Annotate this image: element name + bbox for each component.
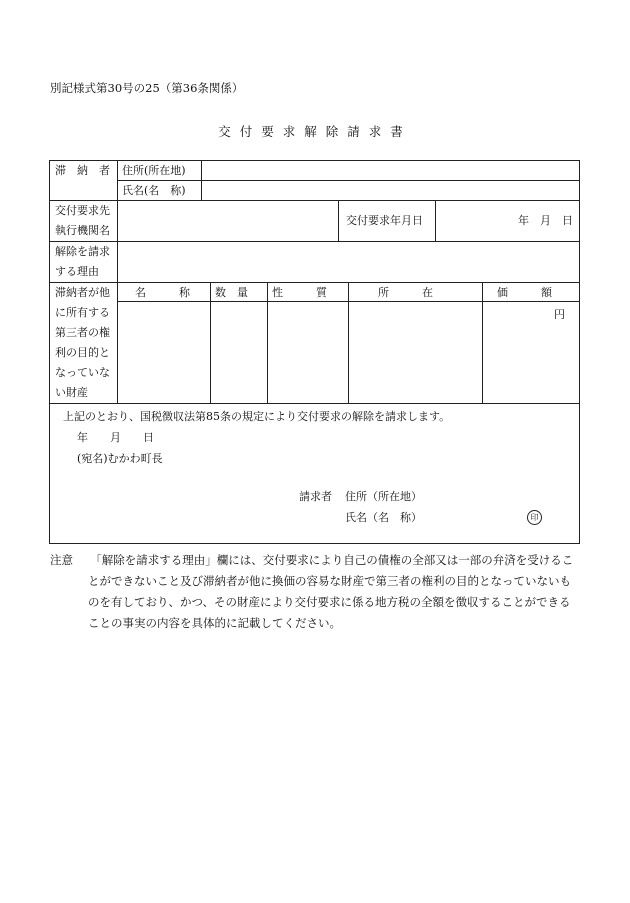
rule-h-declaration <box>49 403 580 404</box>
property-label-line: 第三者の権 <box>55 326 110 339</box>
col-header-location: 所 在 <box>378 286 433 299</box>
declaration-addressee: (宛名)むかわ町長 <box>77 452 163 465</box>
note <box>50 550 580 634</box>
agency-field[interactable] <box>122 213 334 227</box>
rule-h-property <box>49 282 580 283</box>
property-label-line: に所有する <box>55 306 110 319</box>
rule-v-taxpayer <box>201 160 202 200</box>
rule-v-col4 <box>482 282 483 403</box>
col-header-quantity: 数 量 <box>215 286 248 299</box>
rule-v-col3 <box>348 282 349 403</box>
col-header-name: 名 称 <box>135 286 190 299</box>
taxpayer-label: 滞 納 者 <box>55 164 110 177</box>
form-title: 交付要求解除請求書 <box>218 124 412 139</box>
property-label-line: 利の目的と <box>55 346 110 359</box>
rule-v-label <box>117 160 118 403</box>
col-header-price: 価 額 <box>497 286 552 299</box>
agency-label <box>55 201 110 241</box>
note-text-first: 「解除を請求する理由」欄には、交付要求により自己の債権の全部又は一部の弁済を受けるこ <box>96 553 574 567</box>
col-header-nature: 性 質 <box>272 286 327 299</box>
property-label-line: い財産 <box>55 386 88 399</box>
taxpayer-address-field[interactable] <box>206 164 576 178</box>
taxpayer-name-label: 氏名(名 称) <box>122 184 186 197</box>
requester-label: 請求者 <box>299 490 332 503</box>
reason-field[interactable] <box>122 254 574 268</box>
reason-label-line2: する理由 <box>55 265 99 278</box>
taxpayer-address-label: 住所(所在地) <box>122 164 186 177</box>
agency-label-line1: 交付要求先 <box>55 204 110 217</box>
declaration-date[interactable]: 年 月 日 <box>77 431 154 444</box>
seal-mark: 印 <box>527 510 542 525</box>
agency-label-line2: 執行機関名 <box>55 224 110 237</box>
note-first-line <box>50 550 580 571</box>
form-reference: 別記様式第30号の25（第36条関係） <box>50 81 244 95</box>
agency-date-field[interactable]: 年 月 日 <box>518 214 573 227</box>
requester-address-label: 住所（所在地） <box>345 490 422 503</box>
rule-h-reason <box>49 241 580 242</box>
rule-v-col2 <box>267 282 268 403</box>
property-label <box>55 283 110 403</box>
property-label-line: 滞納者が他 <box>55 286 110 299</box>
reason-label-line1: 解除を請求 <box>55 245 110 258</box>
agency-date-label: 交付要求年月日 <box>346 214 423 227</box>
rule-h-agency <box>49 200 580 201</box>
declaration-statement: 上記のとおり、国税徴収法第85条の規定により交付要求の解除を請求します。 <box>63 410 451 423</box>
rule-v-agency-mid <box>338 200 339 241</box>
taxpayer-name-field[interactable] <box>206 184 576 198</box>
rule-h-name <box>117 180 580 181</box>
requester-name-label: 氏名（名 称） <box>345 511 422 524</box>
rule-v-agency-date <box>435 200 436 241</box>
note-label: 注意 <box>50 553 73 567</box>
price-unit: 円 <box>554 308 565 321</box>
reason-label <box>55 242 110 282</box>
rule-v-col1 <box>210 282 211 403</box>
property-label-line: なっていな <box>55 366 110 379</box>
note-text-rest: とができないこと及び滞納者が他に換価の容易な財産で第三者の権利の目的となっていないものを有しており、かつ、その財産により交付要求に係る地方税の全額を徴収することができることの事実の内容を具体的に記載してください。 <box>88 574 571 630</box>
